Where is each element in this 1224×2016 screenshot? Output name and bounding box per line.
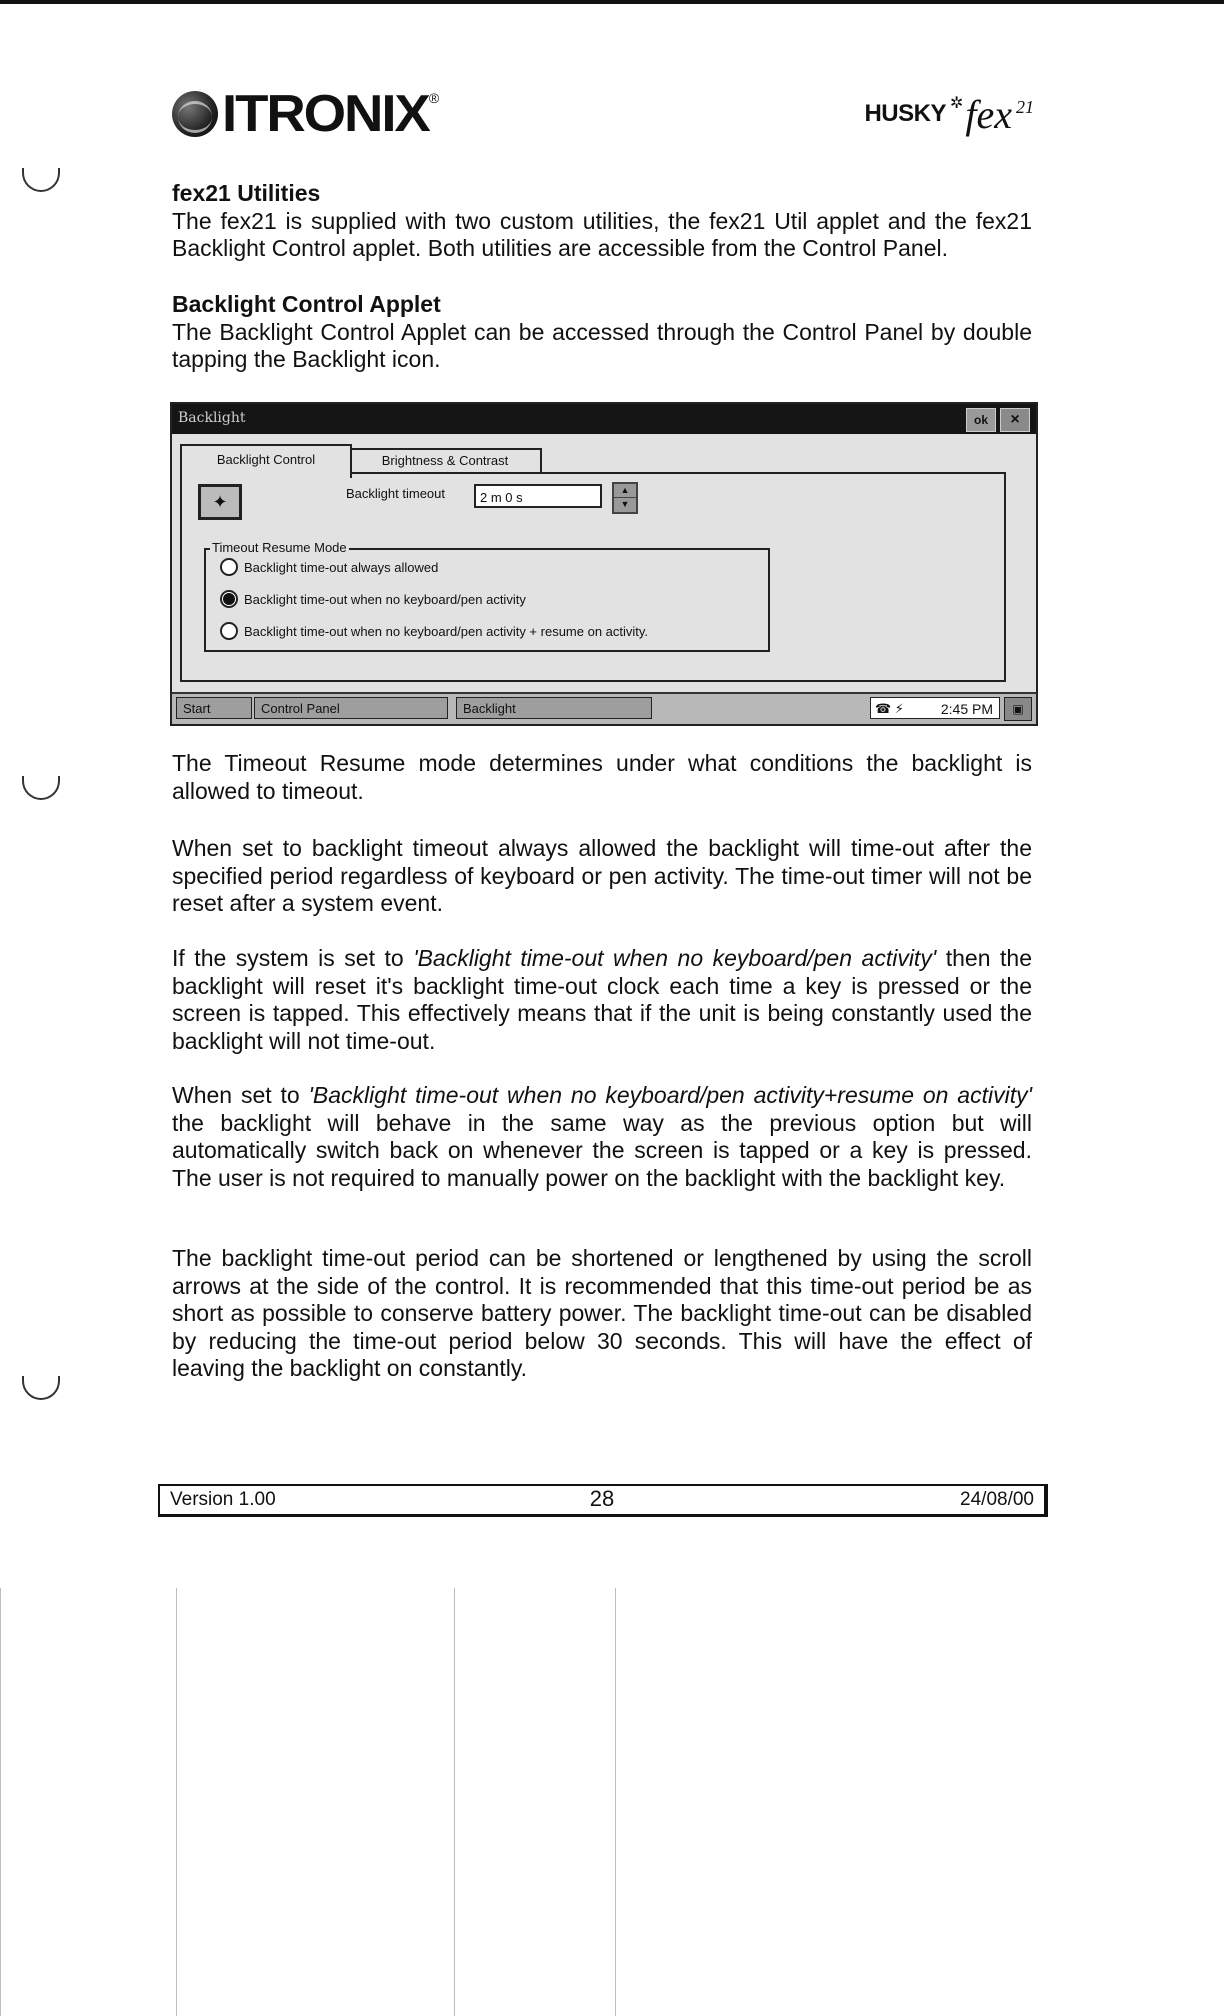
husky-fex21-logo (864, 84, 1034, 144)
always-allowed-paragraph: When set to backlight timeout always allowed the backlight will time-out after the specified period regardless of keyboard or pen activity. The time-out timer will not be reset after a system event. (172, 835, 1032, 916)
tab-backlight-control[interactable]: Backlight Control (180, 444, 352, 478)
husky-wordmark: HUSKY (864, 100, 946, 127)
desktop-icon[interactable]: ▣ (1004, 697, 1032, 721)
applet-heading: Backlight Control Applet (172, 291, 441, 317)
text-run: then the backlight will reset it's backlight time-out clock each time a key is pressed or the screen is tapped. This effectively means that if the unit is being constantly used the backlight will not time-out. (172, 945, 1032, 1054)
ok-button[interactable]: ok (966, 408, 996, 432)
clock: 2:45 PM (940, 701, 993, 717)
dialog-title: Backlight (178, 410, 246, 426)
utilities-heading: fex21 Utilities (172, 180, 321, 206)
paragraph-2 (172, 835, 1032, 918)
italic-option-name: 'Backlight time-out when no keyboard/pen activity' (413, 945, 937, 971)
binder-hole-icon (22, 168, 60, 192)
scan-line (615, 1588, 616, 2016)
itronix-wordmark: ITRONIX (222, 85, 429, 143)
taskbar-backlight[interactable]: Backlight (456, 697, 652, 719)
dialog-title-bar (172, 404, 1036, 434)
radio-label: Backlight time-out when no keyboard/pen activity (244, 591, 526, 607)
footer-date: 24/08/00 (960, 1489, 1034, 1510)
resume-paragraph (172, 1082, 1032, 1192)
applet-section (172, 291, 1032, 374)
timeout-label: Backlight timeout (346, 486, 445, 501)
italic-option-name: 'Backlight time-out when no keyboard/pen activity+resume on activity' (308, 1082, 1032, 1108)
text-run: the backlight will behave in the same way as the previous option but will automatically switch back on whenever the screen is tapped or a key is pressed. The user is not required to manually power on the backlight with the backlight key. (172, 1109, 1032, 1191)
group-label: Timeout Resume Mode (212, 540, 347, 555)
backlight-icon: ✦ (198, 484, 242, 520)
tray-status-icon: ☎ ⚡ (875, 701, 904, 716)
radio-icon[interactable] (220, 622, 238, 640)
text-run: If the system is set to (172, 945, 414, 971)
paragraph-5 (172, 1245, 1032, 1383)
system-tray (870, 697, 1000, 719)
version-label: Version 1.00 (170, 1489, 276, 1510)
itronix-logo (172, 84, 439, 144)
page-footer (158, 1484, 1048, 1517)
spin-down-icon[interactable]: ▼ (620, 499, 630, 509)
no-activity-paragraph (172, 945, 1032, 1055)
globe-icon (172, 91, 218, 137)
timeout-input[interactable]: 2 m 0 s (474, 484, 602, 508)
radio-no-activity[interactable] (220, 590, 526, 608)
timeout-spinner[interactable] (612, 482, 638, 514)
page-number: 28 (589, 1486, 615, 1511)
paragraph-3 (172, 945, 1032, 1055)
radio-selected-icon[interactable] (220, 590, 238, 608)
tab-panel (180, 472, 1006, 682)
spin-up-icon[interactable]: ▲ (614, 484, 636, 498)
radio-label: Backlight time-out always allowed (244, 559, 439, 575)
backlight-dialog-screenshot (170, 402, 1038, 726)
paw-prints-icon: ✲ (949, 95, 964, 112)
radio-label: Backlight time-out when no keyboard/pen activity + resume on activity. (244, 623, 649, 639)
scan-line (0, 1588, 1, 2016)
utilities-paragraph: The fex21 is supplied with two custom utilities, the fex21 Util applet and the fex21 Backlight Control applet. Both utilities are accessible from the Control Panel. (172, 207, 1032, 261)
top-rule (0, 0, 1224, 4)
scan-line (454, 1588, 455, 2016)
paragraph-4 (172, 1082, 1032, 1192)
scan-line (176, 1588, 177, 2016)
taskbar (172, 692, 1036, 724)
tab-brightness-contrast[interactable]: Brightness & Contrast (348, 448, 542, 474)
timeout-resume-group (204, 540, 770, 652)
utilities-section (172, 180, 1032, 263)
applet-paragraph: The Backlight Control Applet can be accessed through the Control Panel by double tapping the Backlight icon. (172, 318, 1032, 372)
radio-icon[interactable] (220, 558, 238, 576)
radio-resume-on-activity[interactable] (220, 622, 648, 640)
paragraph-1 (172, 750, 1032, 805)
registered-mark: ® (428, 90, 440, 106)
taskbar-control-panel[interactable]: Control Panel (254, 697, 448, 719)
binder-hole-icon (22, 776, 60, 800)
start-button[interactable]: Start (176, 697, 252, 719)
timeout-period-paragraph: The backlight time-out period can be shortened or lengthened by using the scroll arrows at the side of the control. It is recommended that this time-out period be as short as possible to conserve battery power. The backlight time-out can be disabled by reducing the time-out period below 30 seconds. This will have the effect of leaving the backlight on constantly. (172, 1245, 1032, 1381)
radio-always-allowed[interactable] (220, 558, 438, 576)
fex-wordmark: fex (965, 91, 1012, 137)
timeout-mode-paragraph: The Timeout Resume mode determines under what conditions the backlight is allowed to timeout. (172, 750, 1032, 804)
close-button[interactable]: × (1000, 408, 1030, 432)
fex-model-number: 21 (1016, 96, 1034, 117)
text-run: When set to (172, 1082, 309, 1108)
binder-hole-icon (22, 1376, 60, 1400)
